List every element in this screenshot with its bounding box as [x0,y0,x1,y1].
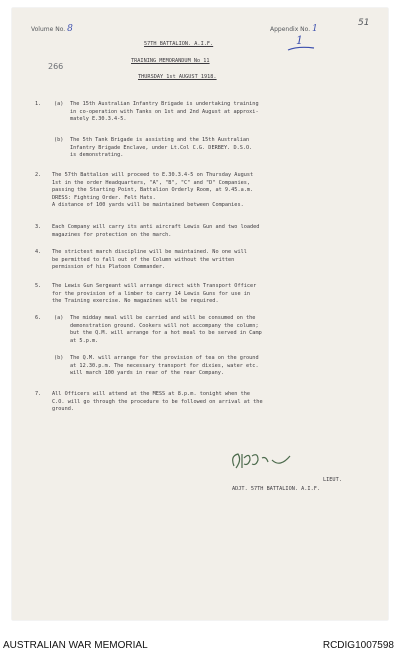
paragraph-line: A distance of 100 yards will be maintained between Companies. [52,202,244,209]
appendix-label-text: Appendix No. [270,26,311,33]
volume-label [31,24,73,34]
memo-date: THURSDAY 1st AUGUST 1918. [138,74,217,80]
archive-footer [0,626,400,654]
paragraph-number: 7. [35,391,42,397]
paragraph-number: 6. [35,315,42,321]
paragraph-line: the Training exercise. No magazines will be required. [52,298,219,305]
memo-title: TRAINING MEMORANDUM No 11 [131,58,210,64]
appendix-label [270,24,318,34]
signature-title: ADJT. 57TH BATTALION. A.I.F. [232,486,321,492]
reference-number: 266 [48,62,64,71]
handwritten-signature [228,446,298,476]
paragraph-line: for the provision of a limber to carry 14 Lewis Guns for use in [52,290,251,297]
paragraph-line: The 15th Australian Infantry Brigade is undertaking training [70,101,259,107]
paragraph-line: demonstration ground. Cookers will not accompany the column; [70,322,259,329]
paragraph-line: Infantry Brigade Enclave, under Lt.Col C.G. DERBEY. D.S.O. [70,144,253,151]
reference-sub-number: 1 [296,34,303,47]
paragraph-sub-label: (a) [54,315,64,321]
paragraph-line: DRESS: Fighting Order. Felt Hats. [52,194,156,201]
battalion-title: 57TH BATTALION. A.I.F. [144,41,214,47]
paragraph-number: 2. [35,172,42,178]
paragraph-line: passing the Starting Point, Battalion Orderly Room, at 9.45.a.m. [52,187,254,194]
paragraph-sub-label: (a) [54,101,64,107]
paragraph-number: 1. [35,101,42,107]
paragraph-line: mately E.30.3.4-5. [70,116,127,123]
paragraph-number: 5. [35,283,42,289]
paragraph-line: The 5th Tank Brigade is assisting and the 15th Australian [70,137,250,143]
paragraph-line: ground. [52,406,75,413]
paragraph-line: All Officers will attend at the MESS at 8.p.m. tonight when the [52,391,251,397]
paragraph-line: will march 100 yards in rear of the rear Company. [70,370,225,377]
blue-underline-mark [286,44,316,54]
footer-archive-name: AUSTRALIAN WAR MEMORIAL [3,640,148,651]
paragraph-line: but the Q.M. will arrange for a hot meal to be served in Camp [70,330,262,337]
paragraph-line: in co-operation with Tanks on 1st and 2nd August at approxi- [70,108,259,115]
footer-record-id: RCDIG1007598 [322,640,394,651]
paragraph-line: The Lewis Gun Sergeant will arrange direct with Transport Officer [52,283,257,289]
paragraph-number: 4. [35,249,42,255]
paragraph-sub-label: (b) [54,355,64,361]
document-page [12,8,388,620]
paragraph-line: The strictest march discipline will be maintained. No one will [52,249,247,255]
paragraph-line: The 57th Battalion will proceed to E.30.3.4-5 on Thursday August [52,172,254,178]
paragraph-line: permission of his Platoon Commander. [52,264,166,271]
paragraph-number: 3. [35,224,42,230]
paragraph-line: at 12.30.p.m. The necessary transport for dixies, water etc. [70,362,259,369]
volume-number: 8 [67,24,73,34]
paragraph-sub-label: (b) [54,137,64,143]
page-number: 51 [358,18,370,28]
paragraph-line: The midday meal will be carried and will be consumed on the [70,315,256,321]
appendix-number: 1 [312,24,318,34]
paragraph-line: magazines for protection on the march. [52,231,172,238]
signature-rank: LIEUT. [323,477,342,483]
paragraph-line: be permitted to fall out of the Column without the written [52,256,235,263]
paragraph-line: Each Company will carry its anti aircraft Lewis Gun and two loaded [52,224,260,230]
volume-label-text: Volume No. [31,26,66,33]
paragraph-line: 1st in the order Headquarters, "A", "B", "C" and "D" Companies, [52,179,251,186]
paragraph-line: at 5.p.m. [70,337,99,344]
paragraph-line: is demonstrating. [70,152,124,159]
paragraph-line: C.O. will go through the procedure to be followed on arrival at the [52,398,263,405]
paragraph-line: The Q.M. will arrange for the provision of tea on the ground [70,355,259,361]
